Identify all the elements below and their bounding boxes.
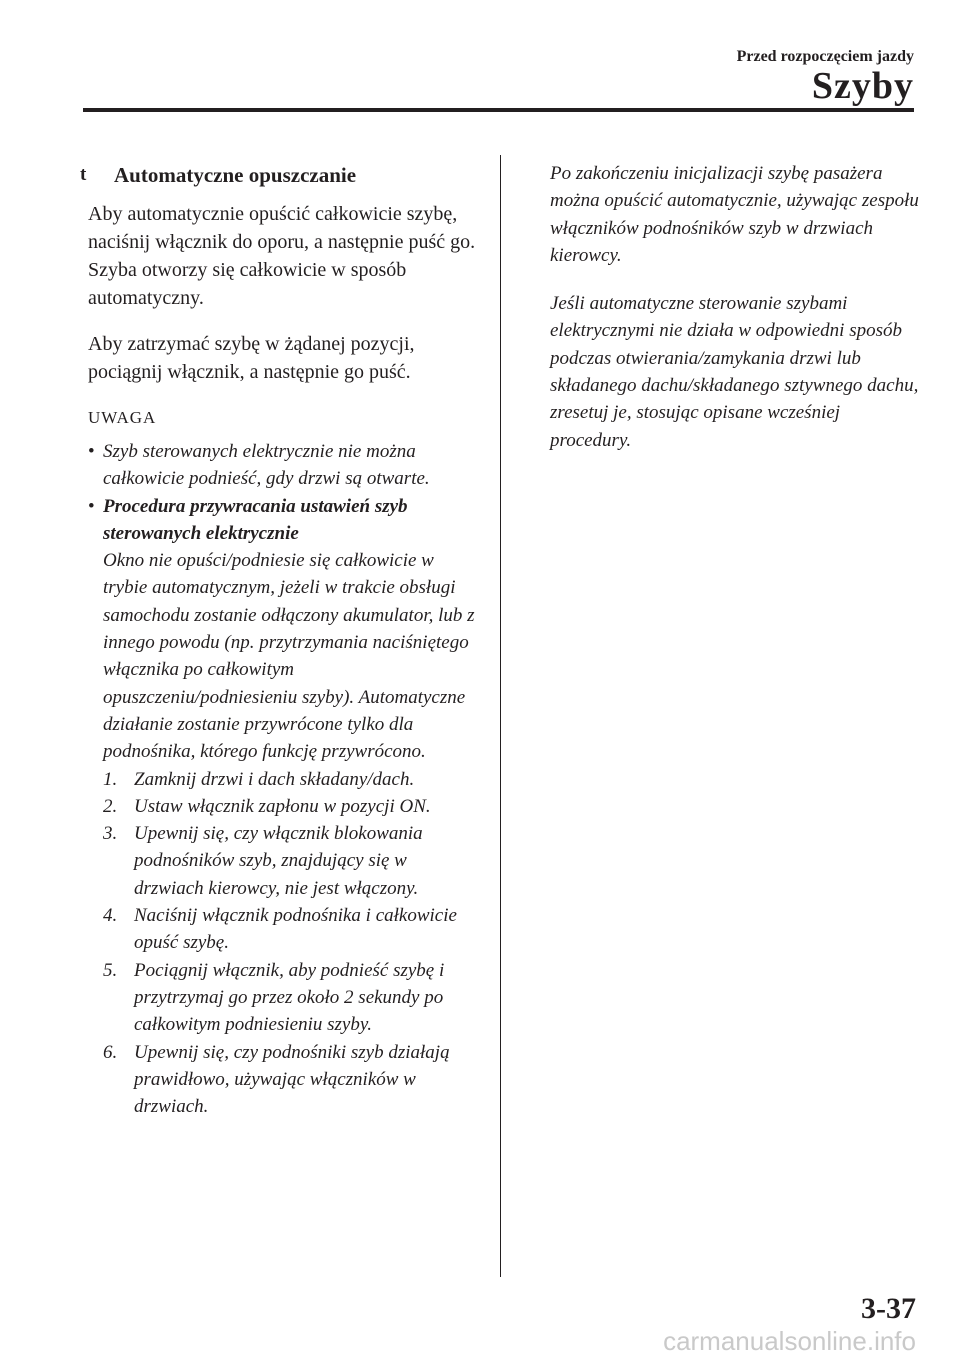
step-number: 5.: [103, 959, 118, 981]
step-number: 2.: [103, 795, 118, 817]
note-item: [80, 438, 480, 493]
paragraph-reset-info: Jeśli automatyczne sterowanie szybami elektrycznymi nie działa w odpowiedni sposób podczas otwierania/zamykania drzwi lub składanego dachu/składanego sztywnego dachu, zresetuj je, stosując opisane wcześniej procedury.: [550, 293, 919, 451]
watermark: carmanualsonline.info: [663, 1326, 916, 1356]
step-text: Upewnij się, czy włącznik blokowania podnośników szyb, znajdujący się w drzwiach kierowcy, nie jest włączony.: [134, 823, 423, 899]
step-text: Ustaw włącznik zapłonu w pozycji ON.: [134, 795, 431, 817]
step-number: 4.: [103, 905, 118, 927]
procedure-step: [103, 1039, 480, 1121]
step-text: Zamknij drzwi i dach składany/dach.: [134, 768, 415, 790]
step-number: 6.: [103, 1041, 118, 1063]
note-text: Szyb sterowanych elektrycznie nie można całkowicie podnieść, gdy drzwi są otwarte.: [103, 441, 430, 490]
step-number: 1.: [103, 768, 118, 790]
paragraph-stop-window: Aby zatrzymać szybę w żądanej pozycji, pociągnij włącznik, a następnie go puść.: [88, 333, 415, 383]
section-heading: [80, 160, 480, 190]
step-text: Pociągnij włącznik, aby podnieść szybę i przytrzymaj go przez około 2 sekundy po całkowitym podniesieniu szyby.: [134, 959, 445, 1036]
page-number: 3-37: [861, 1292, 916, 1325]
running-header-title: Szyby: [811, 65, 914, 107]
procedure-step: [103, 902, 480, 957]
bullet-icon: •: [88, 441, 95, 462]
note-text: Okno nie opuści/podniesie się całkowicie w trybie automatycznym, jeżeli w trakcie obsługi samochodu zostanie odłączony akumulator, lub z innego powodu (np. przytrzymania naciśniętego włącznika po całkowitym opuszczeniu/podniesieniu szyby). Automatyczne działanie zostanie przywrócone tylko dla podnośnika, którego funkcję przywrócono.: [103, 550, 475, 763]
note-title: Procedura przywracania ustawień szyb sterowanych elektrycznie: [103, 495, 408, 544]
procedure-steps: [103, 766, 480, 1121]
column-divider: [500, 155, 501, 1277]
right-column: [550, 160, 920, 475]
step-text: Upewnij się, czy podnośniki szyb działają prawidłowo, używając włączników w drzwiach.: [134, 1041, 450, 1118]
header-rule: [83, 108, 914, 112]
note-item: [80, 493, 480, 1121]
procedure-step: [103, 957, 480, 1039]
section-marker-icon: t: [80, 164, 87, 185]
note-label: UWAGA: [88, 408, 157, 427]
procedure-step: [103, 766, 480, 793]
running-header-section: Przed rozpoczęciem jazdy: [736, 48, 914, 65]
left-column: [80, 160, 480, 1120]
procedure-step: [103, 820, 480, 902]
procedure-step: [103, 793, 480, 820]
bullet-icon: •: [88, 495, 95, 517]
paragraph-auto-lower: Aby automatycznie opuścić całkowicie szybę, naciśnij włącznik do oporu, a następnie puść go. Szyba otworzy się całkowicie w sposób automatyczny.: [88, 203, 476, 309]
paragraph-passenger-init: Po zakończeniu inicjalizacji szybę pasażera można opuścić automatycznie, używając zespołu włączników podnośników szyb w drzwiach kierowcy.: [550, 163, 919, 266]
step-text: Naciśnij włącznik podnośnika i całkowicie opuść szybę.: [134, 905, 457, 954]
step-number: 3.: [103, 823, 118, 845]
section-heading-text: Automatyczne opuszczanie: [114, 163, 357, 187]
